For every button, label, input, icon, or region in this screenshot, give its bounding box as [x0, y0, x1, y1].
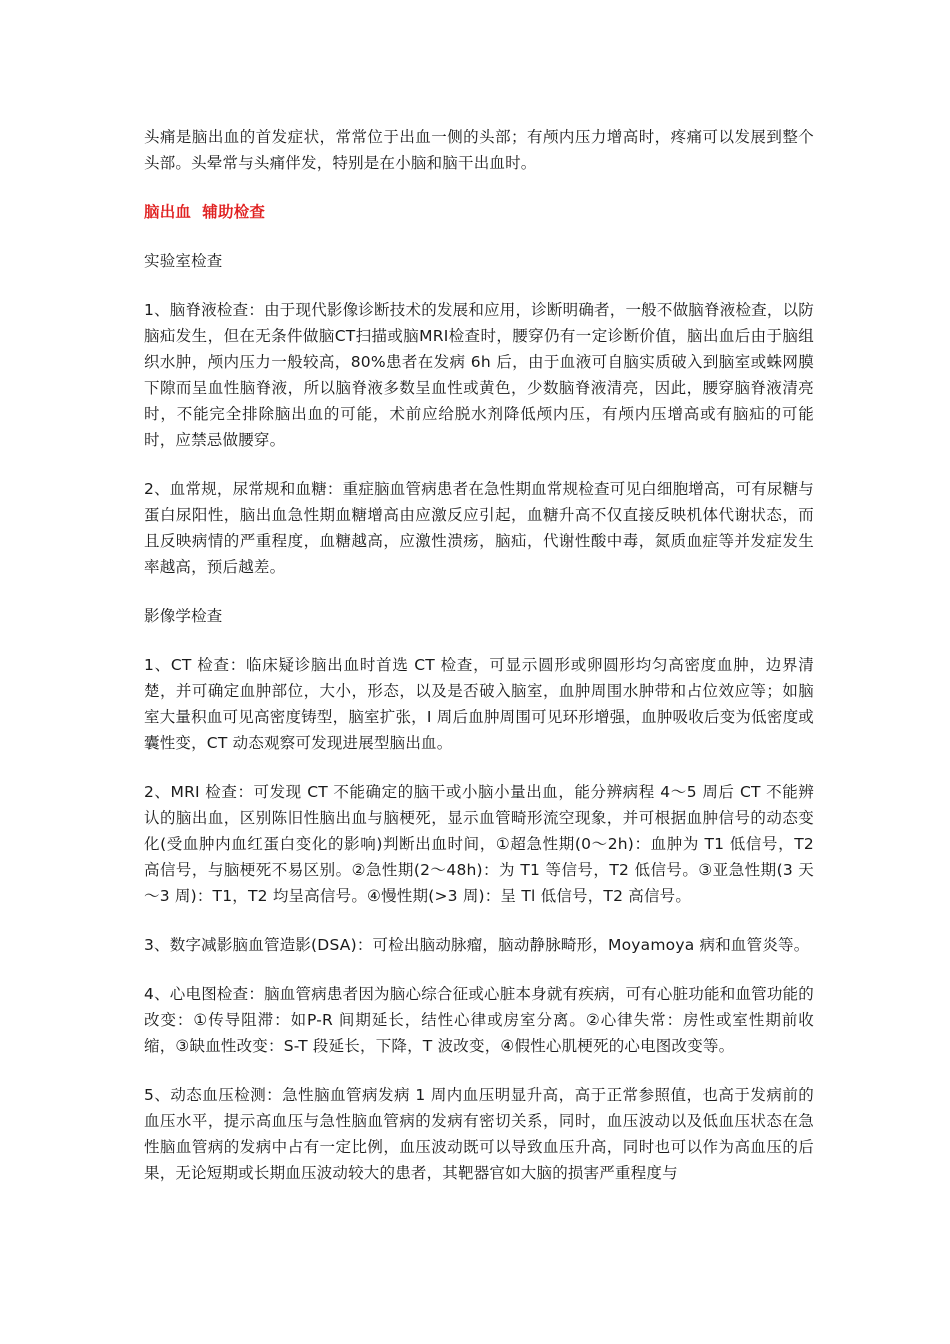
paragraph-ecg: 4、心电图检查：脑血管病患者因为脑心综合征或心脏本身就有疾病，可有心脏功能和血管功能的改变：①传导阻滞：如P-R 间期延长，结性心律或房室分离。②心律失常：房性或室性期前收缩，③缺血性改变：S-T 段延长，下降，T 波改变，④假性心肌梗死的心电图改变等。 [144, 985, 814, 1055]
subheading-lab-exam: 实验室检查 [144, 252, 223, 270]
paragraph-mri-exam: 2、MRI 检查：可发现 CT 不能确定的脑干或小脑小量出血，能分辨病程 4～5 周后 CT 不能辨认的脑出血，区别陈旧性脑出血与脑梗死，显示血管畸形流空现象，并可根据血肿信号的动态变化(受血肿内血红蛋白变化的影响)判断出血时间，①超急性期(0～2h)：血肿为 T1 低信号，T2 高信号，与脑梗死不易区别。②急性期(2～48h)：为 T1 等信号，T2 低信号。③亚急性期(3 天～3 周)：T1，T2 均呈高信号。④慢性期(>3 周)：呈 Tl 低信号，T2 高信号。 [144, 783, 814, 905]
paragraph-dsa: 3、数字减影脑血管造影(DSA)：可检出脑动脉瘤，脑动静脉畸形，Moyamoya 病和血管炎等。 [144, 936, 810, 954]
paragraph-blood-routine: 2、血常规，尿常规和血糖：重症脑血管病患者在急性期血常规检查可见白细胞增高，可有尿糖与蛋白尿阳性，脑出血急性期血糖增高由应激反应引起，血糖升高不仅直接反映机体代谢状态，而且反映病情的严重程度，血糖越高，应激性溃疡，脑疝，代谢性酸中毒，氮质血症等并发症发生率越高，预后越差。 [144, 480, 814, 576]
section-heading-auxiliary-exam: 脑出血 辅助检查 [144, 203, 266, 221]
paragraph-ct-exam: 1、CT 检查：临床疑诊脑出血时首选 CT 检查，可显示圆形或卵圆形均匀高密度血肿，边界清楚，并可确定血肿部位，大小，形态，以及是否破入脑室，血肿周围水肿带和占位效应等；如脑室大量积血可见高密度铸型，脑室扩张，I 周后血肿周围可见环形增强，血肿吸收后变为低密度或囊性变，CT 动态观察可发现进展型脑出血。 [144, 656, 814, 752]
paragraph-blood-pressure: 5、动态血压检测：急性脑血管病发病 1 周内血压明显升高，高于正常参照值，也高于发病前的血压水平，提示高血压与急性脑血管病的发病有密切关系，同时，血压波动以及低血压状态在急性脑血管病的发病中占有一定比例，血压波动既可以导致血压升高，同时也可以作为高血压的后果，无论短期或长期血压波动较大的患者，其靶器官如大脑的损害严重程度与 [144, 1086, 814, 1182]
document-body [144, 124, 814, 1209]
paragraph-headache: 头痛是脑出血的首发症状，常常位于出血一侧的头部；有颅内压力增高时，疼痛可以发展到整个头部。头晕常与头痛伴发，特别是在小脑和脑干出血时。 [144, 128, 814, 172]
subheading-imaging-exam: 影像学检查 [144, 607, 223, 625]
paragraph-csf-exam: 1、脑脊液检查：由于现代影像诊断技术的发展和应用，诊断明确者，一般不做脑脊液检查，以防脑疝发生，但在无条件做脑CT扫描或脑MRI检查时，腰穿仍有一定诊断价值，脑出血后由于脑组织水肿，颅内压力一般较高，80%患者在发病 6h 后，由于血液可自脑实质破入到脑室或蛛网膜下隙而呈血性脑脊液，所以脑脊液多数呈血性或黄色，少数脑脊液清亮，因此，腰穿脑脊液清亮时，不能完全排除脑出血的可能，术前应给脱水剂降低颅内压，有颅内压增高或有脑疝的可能时，应禁忌做腰穿。 [144, 301, 814, 449]
